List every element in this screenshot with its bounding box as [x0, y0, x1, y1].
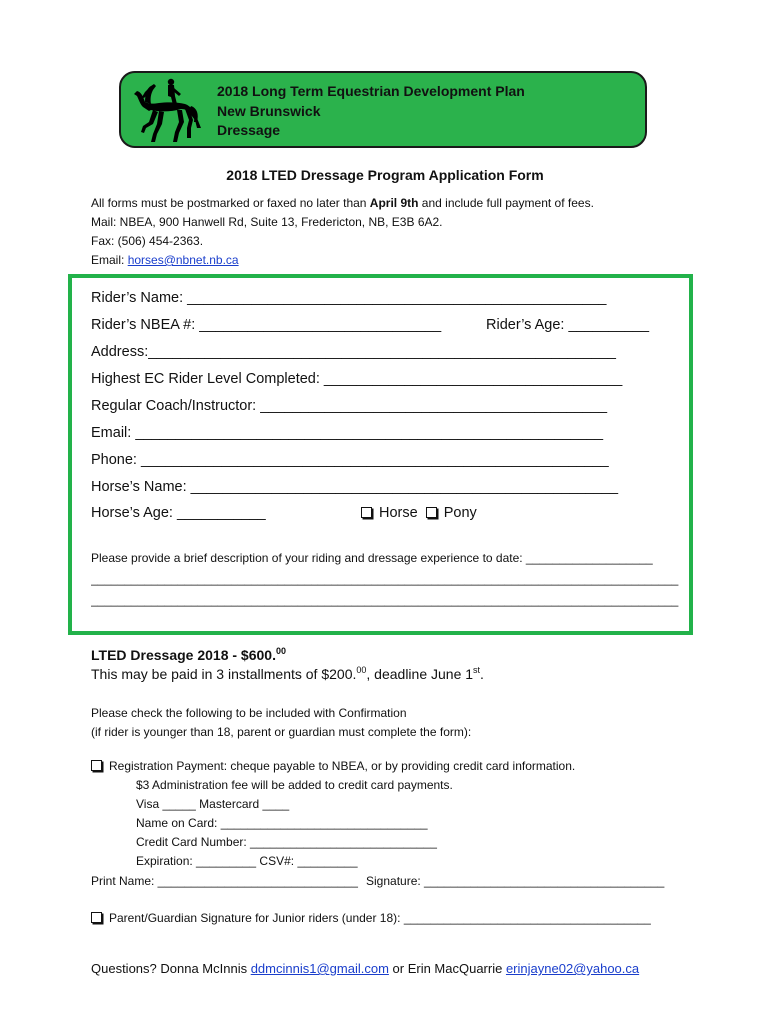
pony-checkbox[interactable]: [426, 507, 437, 518]
installment-deadline: , deadline June 1: [366, 666, 474, 682]
banner-line-1: 2018 Long Term Equestrian Development Plan: [217, 83, 525, 99]
banner-line-3: Dressage: [217, 122, 281, 138]
fee-title-cents: 00: [275, 646, 286, 656]
experience-prompt[interactable]: Please provide a brief description of your riding and dressage experience to date: ___________________: [91, 551, 653, 565]
print-name-field[interactable]: Print Name: ______________________________: [91, 874, 358, 888]
registration-payment-item: [91, 759, 575, 773]
admin-fee-note: $3 Administration fee will be added to credit card payments.: [136, 778, 453, 792]
horses-name-field[interactable]: Horse’s Name: _____________________________________________________: [91, 479, 619, 495]
riders-name-field[interactable]: Rider’s Name: ____________________________________________________: [91, 290, 607, 306]
address-field[interactable]: Address:__________________________________________________________: [91, 344, 616, 360]
intro-section: [91, 194, 594, 270]
riders-nbea-field[interactable]: Rider’s NBEA #: ______________________________: [91, 317, 442, 333]
header-banner: [119, 71, 647, 148]
phone-field[interactable]: Phone: __________________________________________________________: [91, 452, 609, 468]
registration-payment-checkbox[interactable]: [91, 760, 102, 771]
name-on-card-field[interactable]: Name on Card: _______________________________: [136, 816, 428, 830]
email-line: [91, 251, 594, 270]
horse-option-label: Horse: [379, 505, 418, 521]
experience-line-3[interactable]: ________________________________________________________________________________________: [91, 593, 679, 607]
highest-level-field[interactable]: Highest EC Rider Level Completed: _____________________________________: [91, 371, 623, 387]
deadline-line: [91, 194, 594, 213]
fee-title-text: LTED Dressage 2018 - $600.: [91, 647, 276, 663]
fax-number: Fax: (506) 454-2363.: [91, 234, 204, 248]
horse-checkbox[interactable]: [361, 507, 372, 518]
installment-cents: 00: [356, 665, 367, 675]
guardian-signature-field[interactable]: Parent/Guardian Signature for Junior riders (under 18): _____________________________________: [109, 911, 651, 925]
email-label: Email:: [91, 253, 128, 267]
card-number-field[interactable]: Credit Card Number: ____________________________: [136, 835, 437, 849]
or-text: or Erin MacQuarrie: [388, 961, 506, 976]
fee-title: [91, 647, 286, 663]
pony-option-label: Pony: [443, 505, 477, 521]
expiration-csv-field[interactable]: Expiration: _________ CSV#: _________: [136, 854, 358, 868]
riders-age-field[interactable]: Rider’s Age: __________: [486, 317, 650, 333]
registration-payment-label: Registration Payment: cheque payable to NBEA, or by providing credit card information.: [109, 759, 576, 773]
deadline-date: April 9th: [369, 196, 419, 210]
horses-age-field[interactable]: Horse’s Age: ___________: [91, 505, 266, 521]
deadline-pre: All forms must be postmarked or faxed no later than: [91, 196, 370, 210]
confirmation-line-1: Please check the following to be included with Confirmation: [91, 706, 407, 720]
banner-title: [217, 82, 525, 141]
guardian-signature-item: [91, 911, 651, 925]
confirmation-line-2: (if rider is younger than 18, parent or guardian must complete the form):: [91, 725, 472, 739]
donna-email-link[interactable]: ddmcinnis1@gmail.com: [250, 961, 389, 976]
erin-email-link[interactable]: erinjayne02@yahoo.ca: [505, 961, 640, 976]
email-field[interactable]: Email: __________________________________________________________: [91, 425, 604, 441]
mail-address: Mail: NBEA, 900 Hanwell Rd, Suite 13, Fredericton, NB, E3B 6A2.: [91, 215, 443, 229]
questions-label: Questions? Donna McInnis: [91, 961, 251, 976]
installment-pre: This may be paid in 3 installments of $200.: [91, 666, 357, 682]
nbea-email-link[interactable]: horses@nbnet.nb.ca: [127, 253, 239, 267]
guardian-signature-checkbox[interactable]: [91, 912, 102, 923]
form-title: 2018 LTED Dressage Program Application Form: [226, 167, 544, 183]
horse-rider-silhouette-icon: [131, 76, 203, 146]
experience-line-2[interactable]: ________________________________________________________________________________________: [91, 572, 679, 586]
confirmation-note: [91, 704, 471, 742]
deadline-post: and include full payment of fees.: [418, 196, 594, 210]
banner-line-2: New Brunswick: [217, 102, 321, 119]
installment-ordinal: st: [473, 665, 481, 675]
installment-note: [91, 666, 484, 682]
signature-field[interactable]: Signature: ____________________________________: [366, 874, 665, 888]
installment-end: .: [480, 666, 484, 682]
horse-pony-options: [361, 505, 477, 521]
questions-footer: [91, 961, 639, 976]
card-type-field[interactable]: Visa _____ Mastercard ____: [136, 797, 290, 811]
coach-field[interactable]: Regular Coach/Instructor: ___________________________________________: [91, 398, 608, 414]
